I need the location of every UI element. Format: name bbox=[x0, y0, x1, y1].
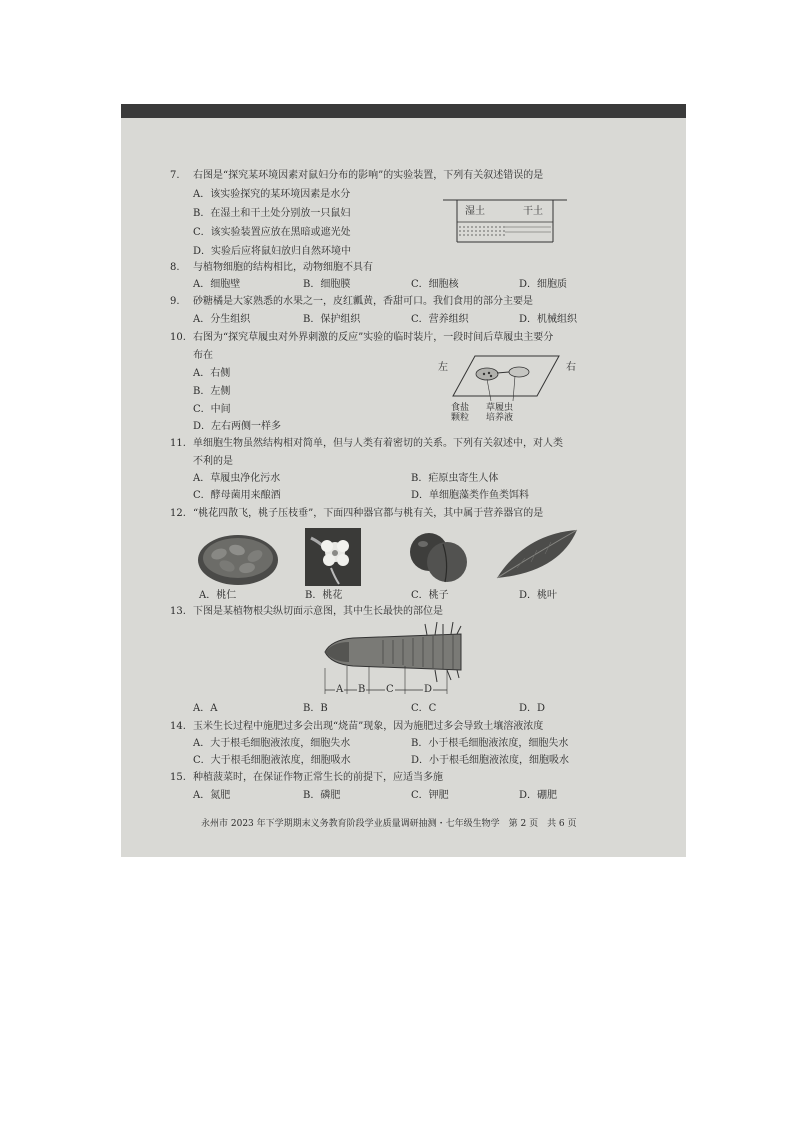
q8-option-d: D．细胞质 bbox=[519, 279, 568, 290]
exam-page bbox=[121, 104, 686, 857]
q13-option-b: B．B bbox=[303, 703, 328, 714]
q12-option-d: D．桃叶 bbox=[519, 590, 558, 601]
q8-option-a: A．细胞壁 bbox=[193, 279, 241, 290]
photo-border bbox=[121, 104, 686, 118]
q7-option-b: B．在湿土和干土处分别放一只鼠妇 bbox=[193, 208, 351, 219]
q9-option-d: D．机械组织 bbox=[519, 314, 578, 325]
q15-number: 15. bbox=[170, 772, 186, 783]
q13-option-c: C．C bbox=[411, 703, 437, 714]
q10-option-b: B．左侧 bbox=[193, 386, 231, 397]
q11-number: 11. bbox=[170, 438, 186, 449]
q9-stem: 砂糖橘是大家熟悉的水果之一，皮红瓤黄，香甜可口。我们食用的部分主要是 bbox=[193, 296, 533, 307]
q15-option-d: D．硼肥 bbox=[519, 790, 558, 801]
root-label-c: C bbox=[386, 684, 394, 695]
slide-left-label: 左 bbox=[438, 362, 448, 373]
dry-soil-label: 干土 bbox=[523, 206, 543, 217]
q10-option-a: A．右侧 bbox=[193, 368, 231, 379]
q11-option-d: D．单细胞藻类作鱼类饵料 bbox=[411, 490, 530, 501]
q13-stem: 下图是某植物根尖纵切面示意图，其中生长最快的部位是 bbox=[193, 606, 443, 617]
q13-option-a: A．A bbox=[193, 703, 218, 714]
salt-label-line1: 食盐 bbox=[451, 403, 470, 413]
q7-option-a: A．该实验探究的某环境因素是水分 bbox=[193, 189, 351, 200]
q12-stem: “桃花四散飞，桃子压枝垂”，下面四种器官都与桃有关，其中属于营养器官的是 bbox=[193, 508, 544, 519]
paramecium-label-line1: 草履虫 bbox=[486, 403, 514, 413]
q7-option-c: C．该实验装置应放在黑暗或遮光处 bbox=[193, 227, 351, 238]
wet-soil-label: 湿土 bbox=[465, 206, 485, 217]
q9-option-a: A．分生组织 bbox=[193, 314, 251, 325]
root-label-a: A bbox=[336, 684, 344, 695]
q15-option-c: C．钾肥 bbox=[411, 790, 449, 801]
q15-option-a: A．氮肥 bbox=[193, 790, 231, 801]
q8-option-c: C．细胞核 bbox=[411, 279, 459, 290]
q14-stem: 玉米生长过程中施肥过多会出现“烧苗”现象，因为施肥过多会导致土壤溶液浓度 bbox=[193, 721, 544, 732]
q14-option-b: B．小于根毛细胞液浓度，细胞失水 bbox=[411, 738, 569, 749]
q9-number: 9. bbox=[170, 296, 180, 307]
q14-option-a: A．大于根毛细胞液浓度，细胞失水 bbox=[193, 738, 351, 749]
peach-flower-photo bbox=[305, 528, 361, 586]
q8-stem: 与植物细胞的结构相比，动物细胞不具有 bbox=[193, 262, 373, 273]
peach-fruit-photo bbox=[407, 528, 469, 586]
q8-option-b: B．细胞膜 bbox=[303, 279, 351, 290]
q7-option-d: D．实验后应将鼠妇放归自然环境中 bbox=[193, 246, 352, 257]
q13-option-d: D．D bbox=[519, 703, 546, 714]
root-tip-figure bbox=[323, 622, 469, 700]
q14-number: 14. bbox=[170, 721, 186, 732]
q13-number: 13. bbox=[170, 606, 186, 617]
q9-option-b: B．保护组织 bbox=[303, 314, 361, 325]
peach-leaf-photo bbox=[495, 528, 579, 586]
root-label-d: D bbox=[424, 684, 433, 695]
q12-option-b: B．桃花 bbox=[305, 590, 343, 601]
q9-option-c: C．营养组织 bbox=[411, 314, 469, 325]
page-footer: 永州市 2023 年下学期期末义务教育阶段学业质量调研抽测・七年级生物学 第 2 页 共 6 页 bbox=[201, 819, 577, 829]
q10-number: 10. bbox=[170, 332, 186, 343]
q11-stem-line1: 单细胞生物虽然结构相对简单，但与人类有着密切的关系。下列有关叙述中，对人类 bbox=[193, 438, 563, 449]
q8-number: 8. bbox=[170, 262, 180, 273]
slide-figure bbox=[451, 354, 563, 402]
slide-right-label: 右 bbox=[566, 362, 576, 373]
root-label-b: B bbox=[358, 684, 366, 695]
q11-stem-line2: 不利的是 bbox=[193, 456, 233, 467]
q15-option-b: B．磷肥 bbox=[303, 790, 341, 801]
q15-stem: 种植菠菜时，在保证作物正常生长的前提下，应适当多施 bbox=[193, 772, 443, 783]
q11-option-c: C．酵母菌用来酿酒 bbox=[193, 490, 281, 501]
q10-option-c: C．中间 bbox=[193, 404, 231, 415]
q10-option-d: D．左右两侧一样多 bbox=[193, 421, 282, 432]
q7-number: 7. bbox=[170, 170, 180, 181]
q10-stem-line2: 布在 bbox=[193, 350, 213, 361]
q12-option-a: A．桃仁 bbox=[199, 590, 237, 601]
q12-number: 12. bbox=[170, 508, 186, 519]
q7-stem: 右图是“探究某环境因素对鼠妇分布的影响”的实验装置，下列有关叙述错误的是 bbox=[193, 170, 544, 181]
salt-label-line2: 颗粒 bbox=[451, 413, 470, 423]
paramecium-label-line2: 培养液 bbox=[486, 413, 514, 423]
q12-option-c: C．桃子 bbox=[411, 590, 449, 601]
q14-option-c: C．大于根毛细胞液浓度，细胞吸水 bbox=[193, 755, 351, 766]
q11-option-b: B．疟原虫寄生人体 bbox=[411, 473, 499, 484]
soil-box-figure bbox=[443, 196, 567, 244]
q11-option-a: A．草履虫净化污水 bbox=[193, 473, 281, 484]
q14-option-d: D．小于根毛细胞液浓度，细胞吸水 bbox=[411, 755, 570, 766]
peach-kernel-photo bbox=[197, 528, 279, 586]
q10-stem-line1: 右图为“探究草履虫对外界刺激的反应”实验的临时装片，一段时间后草履虫主要分 bbox=[193, 332, 554, 343]
